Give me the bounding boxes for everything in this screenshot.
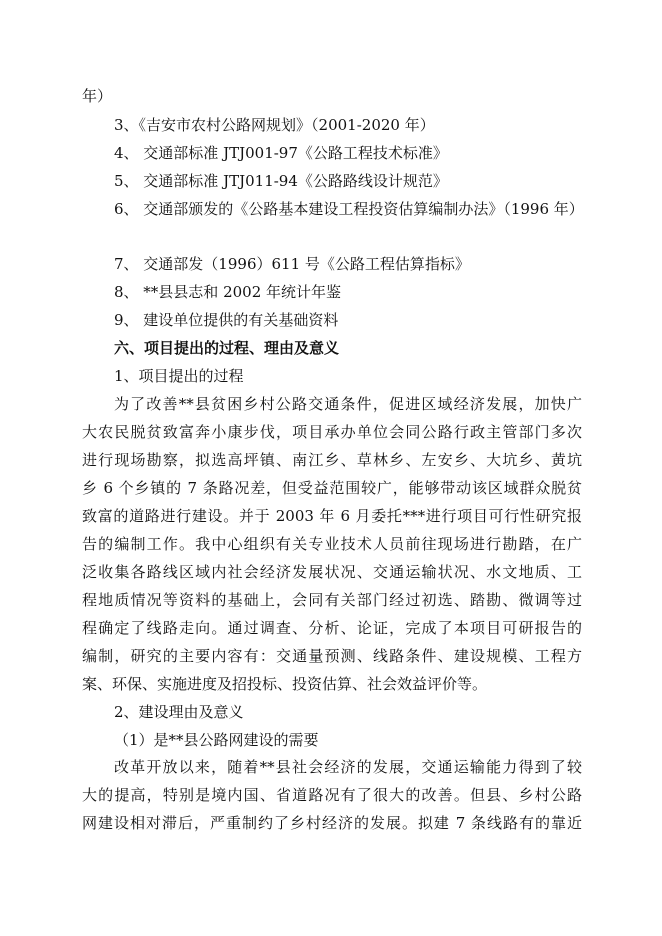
reference-item: 8、 **县县志和 2002 年统计年鉴 [114,283,342,301]
paragraph-line: 程确定了线路走向。通过调查、分析、论证，完成了本项目可研报告的 [82,619,582,637]
paragraph-line: 程地质情况等资料的基础上，会同有关部门经过初选、踏勘、微调等过 [82,591,582,609]
paragraph-line: 乡 6 个乡镇的 7 条路况差，但受益范围较广，能够带动该区域群众脱贫 [82,479,582,497]
reference-item: 4、 交通部标准 JTJ001-97《公路工程技术标准》 [114,144,448,162]
reference-item: 5、 交通部标准 JTJ011-94《公路路线设计规范》 [114,172,448,190]
paragraph-line: 泛收集各路线区域内社会经济发展状况、交通运输状况、水文地质、工 [82,563,582,581]
paragraph-line: 编制，研究的主要内容有：交通量预测、线路条件、建设规模、工程方 [82,647,582,665]
reference-item: 9、 建设单位提供的有关基础资料 [114,311,339,329]
paragraph-line: 网建设相对滞后，严重制约了乡村经济的发展。拟建 7 条线路有的靠近 [82,814,582,832]
reference-item: 6、 交通部颁发的《公路基本建设工程投资估算编制办法》（1996 年） [114,200,584,218]
reference-item: 3、《吉安市农村公路网规划》（2001-2020 年） [114,116,435,134]
paragraph-line: 大农民脱贫致富奔小康步伐，项目承办单位会同公路行政主管部门多次 [82,423,582,441]
paragraph-line: 致富的道路进行建设。并于 2003 年 6 月委托***进行项目可行性研究报 [82,507,582,525]
paragraph-line: 大的提高，特别是境内国、省道路况有了很大的改善。但县、乡村公路 [82,786,582,804]
continuation-text: 年） [82,87,113,105]
reference-item: 7、 交通部发（1996）611 号《公路工程估算指标》 [114,255,470,273]
section-heading: 六、项目提出的过程、理由及意义 [114,339,340,357]
paragraph-line: 案、环保、实施进度及招投标、投资估算、社会效益评价等。 [82,675,488,693]
paragraph-line: 为了改善**县贫困乡村公路交通条件，促进区域经济发展，加快广 [114,395,582,413]
subsection-title-reasons: 2、建设理由及意义 [114,703,244,721]
paragraph-line: 改革开放以来，随着**县社会经济的发展，交通运输能力得到了较 [114,758,582,776]
subsection-item-title: （1）是**县公路网建设的需要 [114,731,319,749]
paragraph-line: 进行现场勘察，拟选高坪镇、南江乡、草林乡、左安乡、大坑乡、黄坑 [82,451,582,469]
paragraph-line: 告的编制工作。我中心组织有关专业技术人员前往现场进行勘踏，在广 [82,535,582,553]
subsection-title-process: 1、项目提出的过程 [114,367,244,385]
